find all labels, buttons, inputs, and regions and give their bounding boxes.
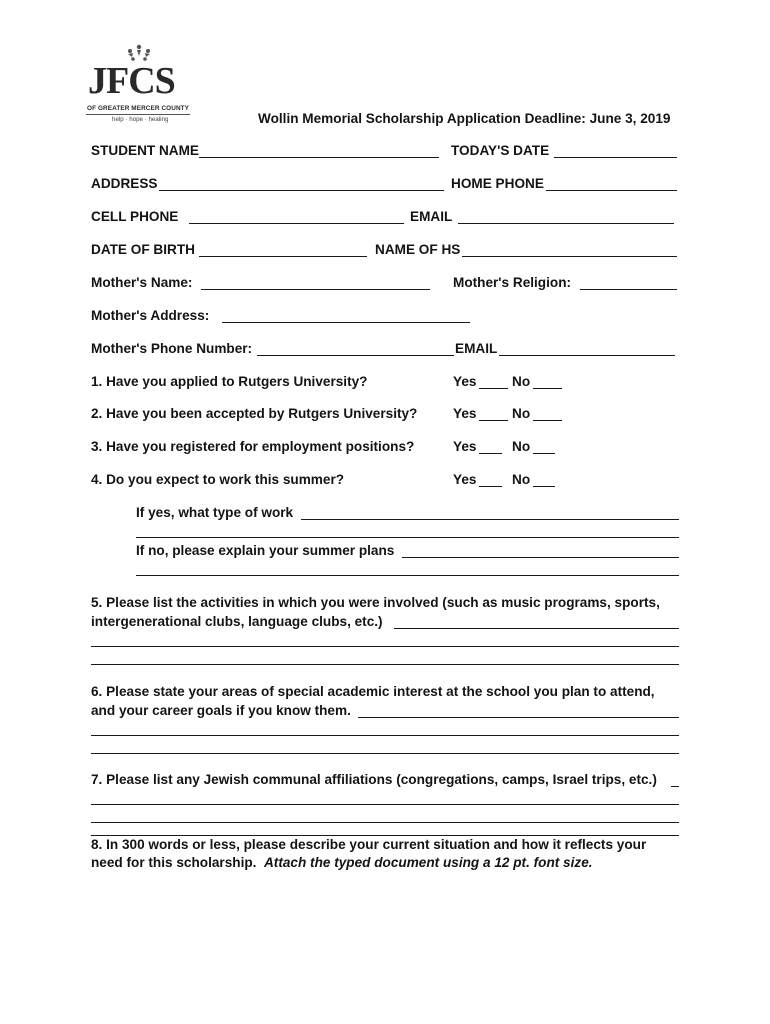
todays-date-label: TODAY'S DATE (451, 143, 550, 158)
q2-yes-field[interactable] (479, 420, 508, 421)
form-title: Wollin Memorial Scholarship Application Deadline: June 3, 2019 (258, 111, 671, 126)
q5-answer-line-1[interactable] (394, 628, 679, 629)
q4-if-no-field[interactable] (402, 557, 679, 558)
address-label: ADDRESS (91, 176, 158, 191)
q6-answer-line-2[interactable] (91, 735, 679, 736)
mothers-email-label: EMAIL (455, 341, 498, 356)
q3-yes-field[interactable] (479, 453, 502, 454)
question-8-line-2 (91, 855, 593, 871)
q7-answer-line-0[interactable] (671, 786, 679, 787)
q7-answer-line-2[interactable] (91, 822, 679, 823)
date-of-birth-field[interactable] (199, 256, 367, 257)
cell-phone-label: CELL PHONE (91, 209, 179, 224)
logo-tagline: help · hope · healing (112, 116, 169, 123)
mothers-address-label: Mother's Address: (91, 308, 210, 323)
logo-subtitle: OF GREATER MERCER COUNTY (87, 105, 190, 112)
question-4: 4. Do you expect to work this summer? (91, 472, 345, 487)
mothers-name-label: Mother's Name: (91, 275, 193, 290)
email-label: EMAIL (410, 209, 453, 224)
q4-if-yes-field-2[interactable] (136, 537, 679, 538)
logo-rule (86, 114, 190, 115)
q3-no-label: No (512, 439, 531, 454)
question-3: 3. Have you registered for employment positions? (91, 439, 415, 454)
q4-if-no-field-2[interactable] (136, 575, 679, 576)
q6-answer-line-1[interactable] (358, 717, 679, 718)
address-field[interactable] (159, 190, 444, 191)
name-of-hs-field[interactable] (462, 256, 677, 257)
mothers-address-field[interactable] (222, 322, 470, 323)
question-5-line-1: 5. Please list the activities in which you were involved (such as music programs, sports, (91, 595, 660, 610)
q1-no-label: No (512, 374, 531, 389)
mothers-phone-field[interactable] (257, 355, 454, 356)
q5-answer-line-3[interactable] (91, 664, 679, 665)
question-1: 1. Have you applied to Rutgers University? (91, 374, 368, 389)
question-7: 7. Please list any Jewish communal affiliations (congregations, camps, Israel trips, etc.) (91, 772, 657, 787)
home-phone-label: HOME PHONE (451, 176, 544, 191)
cell-phone-field[interactable] (189, 223, 404, 224)
mothers-phone-label: Mother's Phone Number: (91, 341, 253, 356)
q2-no-field[interactable] (533, 420, 562, 421)
email-field[interactable] (458, 223, 674, 224)
q4-no-label: No (512, 472, 531, 487)
name-of-hs-label: NAME OF HS (375, 242, 461, 257)
q7-answer-line-3[interactable] (91, 835, 679, 836)
q4-if-no-label: If no, please explain your summer plans (136, 543, 395, 558)
question-8-instruction: Attach the typed document using a 12 pt. font size. (263, 855, 593, 870)
mothers-religion-field[interactable] (580, 289, 677, 290)
mothers-name-field[interactable] (201, 289, 430, 290)
q3-no-field[interactable] (533, 453, 555, 454)
question-5-line-2: intergenerational clubs, language clubs, etc.) (91, 614, 383, 629)
question-8-line-1 (91, 837, 646, 853)
question-2: 2. Have you been accepted by Rutgers University? (91, 406, 418, 421)
student-name-label: STUDENT NAME (91, 143, 199, 158)
q7-answer-line-1[interactable] (91, 804, 679, 805)
question-6-line-1: 6. Please state your areas of special academic interest at the school you plan to attend, (91, 684, 655, 699)
q2-yes-label: Yes (453, 406, 477, 421)
q1-no-field[interactable] (533, 388, 562, 389)
q4-yes-field[interactable] (479, 486, 502, 487)
question-8-text: In 300 words or less, please describe your current situation and how it reflects your (102, 837, 647, 852)
todays-date-field[interactable] (554, 157, 677, 158)
q2-no-label: No (512, 406, 531, 421)
question-6-line-2: and your career goals if you know them. (91, 703, 351, 718)
q4-if-yes-field[interactable] (301, 519, 679, 520)
date-of-birth-label: DATE OF BIRTH (91, 242, 195, 257)
q3-yes-label: Yes (453, 439, 477, 454)
q4-no-field[interactable] (533, 486, 555, 487)
home-phone-field[interactable] (546, 190, 677, 191)
question-8-number: 8. (91, 837, 103, 852)
q6-answer-line-3[interactable] (91, 753, 679, 754)
mothers-religion-label: Mother's Religion: (453, 275, 572, 290)
logo-wordmark: JFCS (88, 60, 175, 102)
question-8-line-2-text: need for this scholarship. (91, 855, 257, 870)
q4-if-yes-label: If yes, what type of work (136, 505, 294, 520)
q1-yes-field[interactable] (479, 388, 508, 389)
q4-yes-label: Yes (453, 472, 477, 487)
mothers-email-field[interactable] (499, 355, 675, 356)
q1-yes-label: Yes (453, 374, 477, 389)
student-name-field[interactable] (199, 157, 439, 158)
q5-answer-line-2[interactable] (91, 646, 679, 647)
jfcs-logo (86, 44, 196, 128)
